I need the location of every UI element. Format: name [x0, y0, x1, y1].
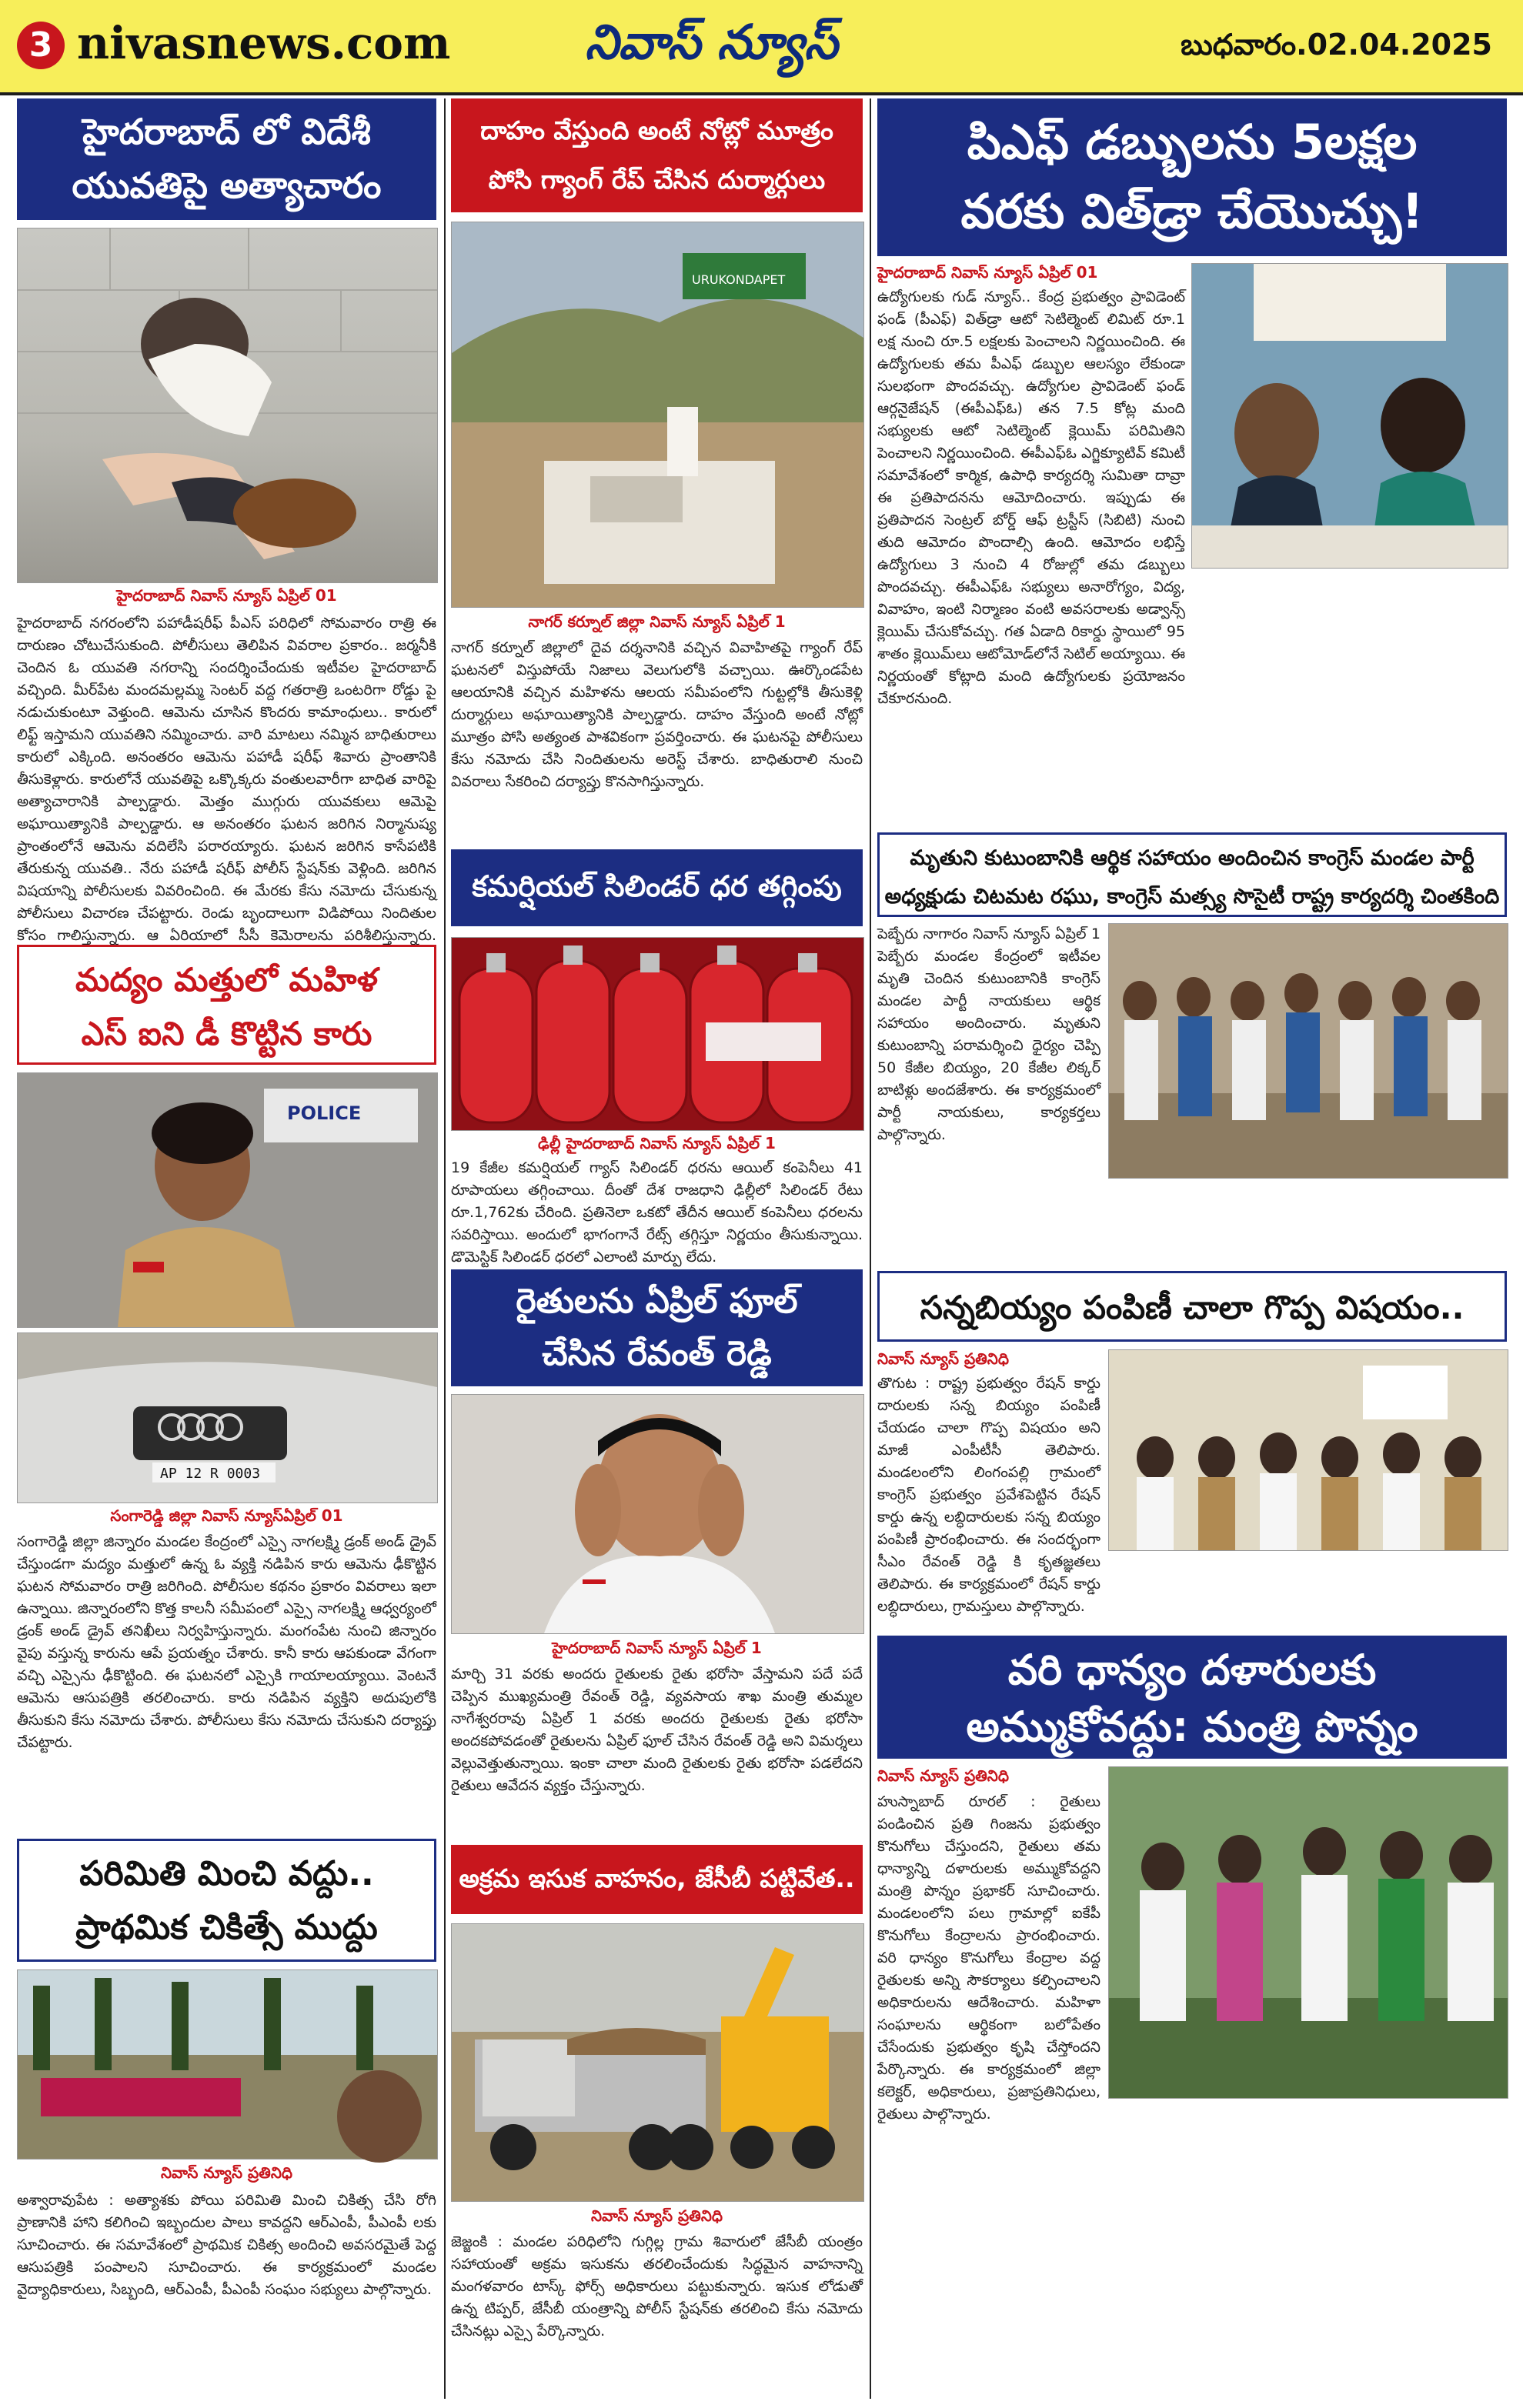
story-9-headline-line2: అధ్యక్షుడు చిటమట రఘు, కాంగ్రెస్ మత్స్య సొసైటీ రాష్ట్ర కార్యదర్శి చింతకింది — [884, 885, 1500, 909]
svg-text:AP 12 R 0003: AP 12 R 0003 — [160, 1466, 261, 1482]
story-7-headline: అక్రమ ఇసుక వాహనం, జేసీబీ పట్టివేత.. — [451, 1845, 863, 1914]
story-10-body: తొగుట : రాష్ట్ర ప్రభుత్వం రేషన్ కార్డు దారులకు సన్న బియ్యం పంపిణీ చేయడం చాలా గొప్ప విషయం అని మాజీ ఎంపీటీసీ తెలిపారు. మండలంలోని లింగంపల్లి గ్రామంలో కాంగ్రెస్ ప్రభుత్వం ప్రవేశపెట్టిన రేషన్ కార్డు ఉన్న లబ్ధిదారులకు సన్న బియ్యం పంపిణీ ప్రారంభించారు. ఈ సందర్భంగా సీఎం రేవంత్ రెడ్డి కి కృతజ్ఞతలు తెలిపారు. ఈ కార్యక్రమంలో రేషన్ కార్డు లబ్ధిదారులు, గ్రామస్తులు పాల్గొన్నారు. — [877, 1375, 1101, 1615]
story-6-headline-line2: చేసిన రేవంత్ రెడ్డి — [542, 1334, 772, 1373]
story-4-headline-line1: దాహం వేస్తుంది అంటే నోట్లో మూత్రం — [480, 115, 833, 145]
story-3-body: అశ్వారావుపేట : అత్యాశకు పోయి పరిమితి మించి చికిత్స చేసి రోగి ప్రాణానికి హాని కలిగించి ఇబ్బందుల పాలు కావద్దని ఆర్ఎంపీ, పీఎంపీ లకు సూచించారు. ఈ సమావేశంలో ప్రాథమిక చికిత్స అందించి అవసరమైతే పెద్ద ఆసుపత్రికి పంపాలని సూచించారు. ఈ కార్యక్రమంలో మండల వైద్యాధికారులు, సిబ్బంది, ఆర్ఎంపీ, పీఎంపీ సంఘం సభ్యులు పాల్గొన్నారు. — [17, 2192, 436, 2298]
story-11-body: హుస్నాబాద్ రూరల్ : రైతులు పండించిన ప్రతి గింజను ప్రభుత్వం కొనుగోలు చేస్తుందని, రైతులు తమ ధాన్యాన్ని దళారులకు అమ్ముకోవద్దని మంత్రి పొన్నం ప్రభాకర్ సూచించారు. మండలంలోని పలు గ్రామాల్లో ఐకేపీ కొనుగోలు కేంద్రాలను ప్రారంభించారు. వరి ధాన్యం కొనుగోలు కేంద్రాల వద్ద రైతులకు అన్ని సౌకర్యాలు కల్పించాలని అధికారులను ఆదేశించారు. మహిళా సంఘాలను ఆర్థికంగా బలోపేతం చేసేందుకు ప్రభుత్వం కృషి చేస్తోందని పేర్కొన్నారు. ఈ కార్యక్రమంలో జిల్లా కలెక్టర్, అధికారులు, ప్రజాప్రతినిధులు, రైతులు పాల్గొన్నారు. — [877, 1793, 1101, 2123]
story-4-sign-text: URUKONDAPET — [692, 272, 786, 287]
seated-woman-image — [18, 228, 437, 582]
issue-date: బుధవారం.02.04.2025 — [1181, 28, 1492, 62]
story-6-photo — [451, 1394, 864, 1634]
story-1-headline — [17, 98, 436, 220]
story-3-headline — [17, 1839, 436, 1962]
story-2-caption: సంగారెడ్డి జిల్లా నివాస్ న్యూస్ఏప్రిల్ 01 — [110, 1506, 343, 1525]
story-9-body: పెబ్బేరు నాగారం నివాస్ న్యూస్ ఏప్రిల్ 1 పెబ్బేరు మండల కేంద్రంలో ఇటీవల మృతి చెందిన కుటుంబానికి కాంగ్రెస్ మండల పార్టీ నాయకులు ఆర్థిక సహాయం అందించారు. మృతుని కుటుంబాన్ని పరామర్శించి ధైర్యం చెప్పి 50 కేజీల బియ్యం, 20 కేజీల లిక్కర్ బాటిళ్లు అందజేశారు. ఈ కార్యక్రమంలో పార్టీ నాయకులు, కార్యకర్తలు పాల్గొన్నారు. — [877, 926, 1101, 1143]
story-9-body-continued — [1108, 1183, 1507, 1262]
temple-aerial-image — [452, 222, 863, 607]
story-5-photo — [451, 937, 864, 1131]
story-4-caption: నాగర్ కర్నూల్ జిల్లా నివాస్ న్యూస్ ఏప్రిల్ 1 — [528, 612, 786, 631]
story-10-body-continued — [1108, 1554, 1507, 1627]
story-3-photo — [17, 1969, 438, 2160]
site-name[interactable]: nivasnews.com — [77, 17, 451, 69]
story-1-headline-line2: యువతిపై అత్యాచారం — [72, 165, 382, 206]
story-3-headline-line2: ప్రాథమిక చికిత్సే ముద్దు — [75, 1908, 378, 1947]
minister-inauguration-image — [1109, 1767, 1508, 2098]
story-6-body: మార్చి 31 వరకు అందరు రైతులకు రైతు భరోసా వేస్తామని పదే పదే చెప్పిన ముఖ్యమంత్రి రేవంత్ రెడ్డి, వ్యవసాయ శాఖ మంత్రి తుమ్మల నాగేశ్వరరావు ఏప్రిల్ 1 వరకు అందరు రైతులకు రైతు భరోసా అందకపోవడంతో రైతులను ఏప్రిల్ ఫూల్ చేసిన రేవంత్ రెడ్డి అని విమర్శలు వెల్లువెత్తుతున్నాయి. ఇంకా చాలా మంది రైతులకు రైతు భరోసా పడలేదని రైతులు ఆవేదన వ్యక్తం చేస్తున్నారు. — [451, 1666, 863, 1794]
story-8-headline-line1: పిఎఫ్ డబ్బులను 5లక్షల — [967, 114, 1418, 170]
story-11-body-continued — [877, 2105, 1507, 2397]
sand-truck-jcb-image — [452, 1924, 863, 2201]
story-11-photo — [1108, 1766, 1508, 2099]
story-8-body-continued — [1191, 574, 1507, 825]
group-aid-image — [1109, 924, 1508, 1178]
story-3-caption: నివాస్ న్యూస్ ప్రతినిధి — [161, 2163, 292, 2182]
story-8-body: ఉద్యోగులకు గుడ్ న్యూస్.. కేంద్ర ప్రభుత్వం ప్రావిడెంట్ ఫండ్ (పీఎఫ్) విత్‌డ్రా ఆటో సెటిల్మెంట్ లిమిట్ రూ.1 లక్ష నుంచి రూ.5 లక్షలకు పెంచాలని నిర్ణయించింది. ఈ ఉద్యోగులకు తమ పీఎఫ్ డబ్బుల ఆలస్యం లేకుండా సులభంగా పొందవచ్చు. ఉద్యోగుల ప్రావిడెంట్ ఫండ్ ఆర్గనైజేషన్ (ఈపీఎఫ్ఓ) తన 7.5 కోట్ల మంది సభ్యులకు ఆటో సెటిల్మెంట్ క్లెయిమ్ పరిమితిని పెంచాలని నిర్ణయించింది. ఈపీఎఫ్ఓ ఎగ్జిక్యూటివ్ కమిటీ సమావేశంలో కార్మిక, ఉపాధి కార్యదర్శి సుమితా దావ్రా ఈ ప్రతిపాదనను ఆమోదించారు. ఇప్పుడు ఈ ప్రతిపాదన సెంట్రల్ బోర్డ్ ఆఫ్ ట్రస్టీస్ (సిబిటి) నుంచి తుది ఆమోదం పొందాల్సి ఉంది. ఆమోదం లభిస్తే ఉద్యోగులు 3 నుంచి 4 రోజుల్లో తమ డబ్బులు పొందవచ్చు. ఈపీఎఫ్ఓ సభ్యులు అనారోగ్యం, విద్య, వివాహం, ఇంటి నిర్మాణం వంటి అవసరాలకు అడ్వాన్స్ క్లెయిమ్ చేసుకోవచ్చు. గత ఏడాది రికార్డు స్థాయిలో 95 శాతం క్లెయిమ్‌లు ఆటోమోడ్‌లోనే సెటిల్ అయ్యాయి. ఈ నిర్ణయంతో కోట్లాది మంది ఉద్యోగులకు ప్రయోజనం చేకూరనుంది. — [877, 288, 1185, 707]
story-8-caption: హైదరాబాద్ నివాస్ న్యూస్ ఏప్రిల్ 01 — [877, 263, 1098, 282]
story-11-headline-line1: వరి ధాన్యం దళారులకు — [1007, 1646, 1377, 1694]
story-2-headline-line1: మద్యం మత్తులో మహిళ — [75, 961, 378, 999]
story-4-headline-line2: పోసి గ్యాంగ్ రేప్ చేసిన దుర్మార్గులు — [488, 165, 826, 195]
story-4-headline — [451, 98, 863, 212]
story-9-headline-line1: మృతుని కుటుంబానికి ఆర్థిక సహాయం అందించిన కాంగ్రెస్ మండల పార్టీ — [910, 846, 1475, 870]
story-2-headline-line2: ఎస్ ఐని డీ కొట్టిన కారు — [81, 1015, 372, 1052]
story-4-photo — [451, 222, 864, 608]
story-3-headline-line1: పరిమితి మించి వద్దు.. — [79, 1854, 374, 1893]
page-number-badge: 3 — [17, 22, 65, 69]
story-8-headline — [877, 98, 1507, 256]
story-10-headline: సన్నబియ్యం పంపిణీ చాలా గొప్ప విషయం.. — [877, 1271, 1507, 1342]
meeting-outdoors-image — [18, 1970, 437, 2159]
story-1-photo — [17, 228, 438, 583]
story-2-photo-officer — [17, 1072, 438, 1328]
story-6-headline — [451, 1269, 863, 1386]
officials-meeting-image — [1192, 264, 1508, 568]
story-7-caption: నివాస్ న్యూస్ ప్రతినిధి — [591, 2206, 723, 2225]
story-2-body: సంగారెడ్డి జిల్లా జిన్నారం మండల కేంద్రంలో ఎస్సై నాగలక్ష్మి డ్రంక్ అండ్ డ్రైవ్ చేస్తుండగా మద్యం మత్తులో ఉన్న ఓ వ్యక్తి నడిపిన కారు ఆమెను ఢీకొట్టిన ఘటన సోమవారం రాత్రి జరిగింది. పోలీసుల కథనం ప్రకారం వివరాలు ఇలా ఉన్నాయి. జిన్నారంలోని కొత్త కాలనీ సమీపంలో ఎస్సై నాగలక్ష్మి ఆధ్వర్యంలో డ్రంక్ అండ్ డ్రైవ్ తనిఖీలు నిర్వహిస్తున్నారు. మంగంపేట నుంచి జిన్నారం వైపు వస్తున్న కారును ఆపే ప్రయత్నం చేశారు. కానీ కారు ఆపకుండా వేగంగా వచ్చి ఎస్సైను ఢీకొట్టింది. ఈ ఘటనలో ఎస్సైకి గాయాలయ్యాయి. వెంటనే ఆమెను ఆసుపత్రికి తరలించారు. కారు నడిపిన వ్యక్తిని అదుపులోకి తీసుకుని కేసు నమోదు చేశారు. పోలీసులు కేసు నమోదు చేసుకుని దర్యాప్తు చేపట్టారు. — [17, 1533, 436, 1751]
story-2-headline — [17, 945, 436, 1065]
story-4-body: నాగర్ కర్నూల్ జిల్లాలో దైవ దర్శనానికి వచ్చిన వివాహితపై గ్యాంగ్ రేప్ ఘటనలో విస్తుపోయే నిజాలు వెలుగులోకి వచ్చాయి. ఊర్కొండపేట ఆలయానికి వచ్చిన మహిళను ఆలయ సమీపంలోని గుట్టల్లోకి తీసుకెళ్లి దుర్మార్గులు అఘాయిత్యానికి పాల్పడ్డారు. దాహం వేస్తుంది అంటే నోట్లో మూత్రం పోసి అత్యంత పాశవికంగా ప్రవర్తించారు. ఈ ఘటనపై పోలీసులు కేసు నమోదు చేసి నిందితులను అరెస్ట్ చేశారు. బాధితురాలి నుంచి వివరాలు సేకరించి దర్యాప్తు కొనసాగిస్తున్నారు. — [451, 639, 863, 790]
story-8-headline-line2: వరకు విత్‌డ్రా చేయొచ్చు! — [960, 183, 1424, 239]
story-11-headline-line2: అమ్ముకోవద్దు: మంత్రి పొన్నం — [966, 1703, 1418, 1751]
story-5-body: 19 కేజీల కమర్షియల్ గ్యాస్ సిలిండర్ ధరను ఆయిల్ కంపెనీలు 41 రూపాయలు తగ్గించాయి. దీంతో దేశ రాజధాని ఢిల్లీలో సిలిండర్ రేటు రూ.1,762కు చేరింది. ప్రతినెలా ఒకటో తేదీన ఆయిల్ కంపెనీలు ధరలను సవరిస్తాయి. అందులో భాగంగానే రేట్స్ తగ్గిస్తూ నిర్ణయం తీసుకున్నాయి. డొమెస్టిక్ సిలిండర్ ధరలో ఎలాంటి మార్పు లేదు. — [451, 1159, 863, 1266]
story-9-headline — [877, 832, 1507, 917]
svg-text:POLICE: POLICE — [287, 1102, 362, 1124]
story-1-headline-line1: హైదరాబాద్ లో విదేశీ — [82, 111, 371, 152]
paper-name: నివాస్ న్యూస్ — [585, 14, 838, 70]
story-5-caption: ఢిల్లీ హైదరాబాద్ నివాస్ న్యూస్ ఏప్రిల్ 1 — [538, 1134, 776, 1152]
story-6-caption: హైదరాబాద్ నివాస్ న్యూస్ ఏప్రిల్ 1 — [552, 1639, 762, 1657]
story-6-headline-line1: రైతులను ఏప్రిల్ ఫూల్ — [516, 1282, 798, 1321]
story-8-photo — [1191, 263, 1508, 569]
leader-portrait-image — [452, 1395, 863, 1633]
damaged-car-image — [18, 1333, 437, 1502]
column-divider-2 — [870, 98, 871, 2399]
story-11-caption: నివాస్ న్యూస్ ప్రతినిధి — [877, 1766, 1009, 1785]
story-1-caption: హైదరాబాద్ నివాస్ న్యూస్ ఏప్రిల్ 01 — [116, 586, 337, 605]
story-10-photo — [1108, 1349, 1508, 1551]
story-7-body: జెజ్జంకి : మండల పరిధిలోని గుగ్గిల్ల గ్రామ శివారులో జేసీబీ యంత్రం సహాయంతో అక్రమ ఇసుకను తరలించేందుకు సిద్ధమైన వాహనాన్ని మంగళవారం టాస్క్ ఫోర్స్ అధికారులు పట్టుకున్నారు. ఇసుక లోడుతో ఉన్న టిప్పర్, జేసీబీ యంత్రాన్ని పోలీస్ స్టేషన్‌కు తరలించి కేసు నమోదు చేసినట్లు ఎస్సై పేర్కొన్నారు. — [451, 2233, 863, 2340]
column-divider-1 — [444, 98, 446, 2399]
story-11-headline — [877, 1636, 1507, 1759]
ration-distribution-image — [1109, 1350, 1508, 1550]
story-9-photo — [1108, 923, 1508, 1179]
story-1-body: హైదరాబాద్ నగరంలోని పహాడీషరీఫ్ పీఎస్ పరిధిలో సోమవారం రాత్రి ఈ దారుణం చోటుచేసుకుంది. పోలీసులు తెలిపిన వివరాల ప్రకారం.. జర్మనీకి చెందిన ఓ యువతి నగరాన్ని సందర్శించేందుకు ఇటీవల హైదరాబాద్ వచ్చింది. మీర్‌పేట మందమల్లమ్మ సెంటర్ వద్ద గతరాత్రి ఒంటరిగా రోడ్డు పై నడుచుకుంటూ వెళ్తుంది. ఆమెను చూసిన కొందరు కామాంధులు.. కారులో లిఫ్ట్ ఇస్తామని యువతిని నమ్మించారు. వారి మాటలు నమ్మిన బాధితురాలు కారులో ఎక్కింది. అనంతరం ఆమెను పహాడీ షరీఫ్ శివారు ప్రాంతానికి తీసుకెళ్లారు. కారులోనే యువతిపై ఒక్కొక్కరు వంతులవారీగా బాధిత వారిపై అత్యాచారానికి పాల్పడ్డారు. మెత్తం ముగ్గురు యువకులు ఆమెపై అఘాయిత్యానికి పాల్పడ్డారు. ఆ అనంతరం ఘటన జరిగిన నిర్మానుష్య ప్రాంతంలోనే ఆమెను వదిలేసి పరారయ్యారు. ఘటన జరిగిన కాసేపటికి తేరుకున్న యువతి.. నేరు పహాడీ షరీఫ్ పోలీస్ స్టేషన్‌కు వెళ్లింది. జరిగిన విషయాన్ని పోలీసులకు వివరించింది. ఈ మేరకు కేసు నమోదు చేసుకున్న పోలీసులు విచారణ చేపట్టారు. రెండు బృందాలుగా విడిపోయి నిందితుల కోసం గాలిస్తున్నారు. ఆ ఏరియాలో సీసీ కెమెరాలను పరిశీలిస్తున్నారు. — [17, 615, 436, 944]
masthead — [0, 0, 1523, 95]
story-2-photo-car — [17, 1332, 438, 1503]
story-5-headline: కమర్షియల్ సిలిండర్ ధర తగ్గింపు — [451, 849, 863, 926]
story-10-caption: నివాస్ న్యూస్ ప్రతినిధి — [877, 1349, 1009, 1368]
gas-cylinders-image — [452, 938, 863, 1130]
police-officer-image — [18, 1073, 437, 1327]
story-7-photo — [451, 1923, 864, 2202]
